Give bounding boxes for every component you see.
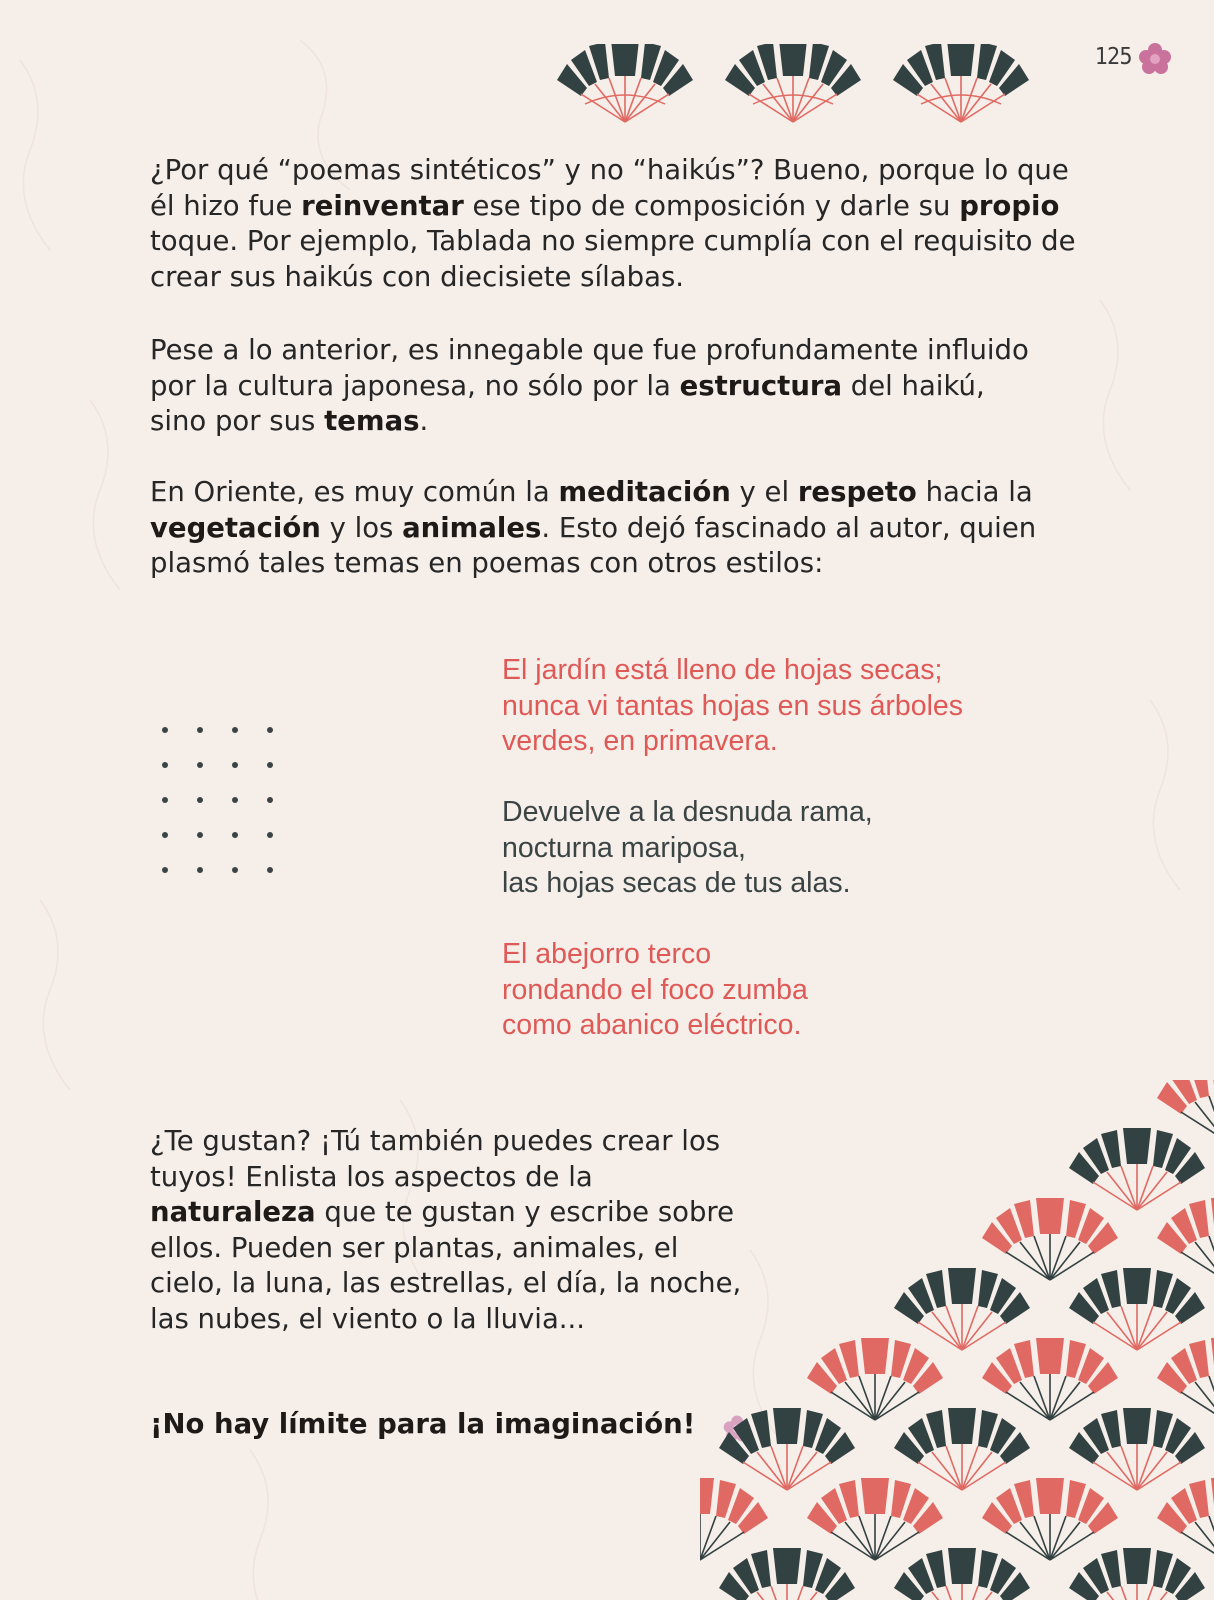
text: En Oriente, es muy común la	[150, 476, 559, 508]
text: hacia la	[916, 476, 1033, 508]
bold-term: vegetación	[150, 511, 321, 544]
top-fan-row	[555, 44, 1045, 130]
text: ¿Te gustan? ¡Tú también puedes crear los tuyos! Enlista los aspectos de la	[150, 1125, 721, 1193]
text: toque. Por ejemplo, Tablada no siempre cumplía con el requisito de crear sus haikús con diecisiete sílabas.	[150, 225, 1076, 293]
poem-2: Devuelve a la desnuda rama, nocturna mariposa, las hojas secas de tus alas.	[502, 796, 873, 899]
text: que te gustan y escribe sobre ellos. Pueden ser plantas, animales, el cielo, la luna, las estrellas, el día, la noche, las nubes, el viento o la lluvia...	[150, 1196, 742, 1335]
fan-pattern-decoration	[700, 1080, 1214, 1600]
paragraph-intro	[150, 153, 1090, 295]
bold-term: temas	[324, 405, 420, 437]
text: y los	[320, 511, 403, 544]
paragraph-influence	[150, 333, 1030, 440]
closing-exclamation	[150, 1408, 695, 1440]
bold-term: naturaleza	[150, 1196, 316, 1228]
text: y el	[730, 476, 798, 508]
text: Pese a lo anterior, es innegable que fue profundamente influido por la cultura japonesa, no sólo por la	[150, 334, 1029, 402]
bold-term: meditación	[558, 476, 731, 508]
poem-1: El jardín está lleno de hojas secas; nunca vi tantas hojas en sus árboles verdes, en primavera.	[502, 654, 964, 757]
poem-3: El abejorro terco rondando el foco zumba como abanico eléctrico.	[502, 938, 808, 1041]
bold-term: respeto	[797, 476, 917, 508]
flower-icon	[1137, 40, 1173, 76]
paragraph-orient	[150, 475, 1070, 582]
bold-term: reinventar	[301, 189, 464, 222]
dot-grid-decoration	[155, 715, 285, 875]
text: .	[419, 405, 429, 437]
text: . Esto dejó fascinado al autor, quien plasmó tales temas en poemas con otros estilos:	[150, 511, 1037, 579]
text: ese tipo de composición y darle su	[463, 189, 960, 222]
bold-term: propio	[959, 189, 1060, 222]
text: ¿Por qué “poemas sintéticos” y no “haikús”? Bueno, porque lo que él hizo fue	[150, 154, 1069, 222]
bold-term: estructura	[679, 369, 843, 402]
bold-term: animales	[402, 511, 542, 544]
page-number: 125	[1095, 44, 1132, 70]
text: del haikú, sino por sus	[150, 369, 985, 437]
closing-text: ¡No hay límite para la imaginación!	[150, 1408, 696, 1440]
paragraph-invitation	[150, 1124, 760, 1337]
